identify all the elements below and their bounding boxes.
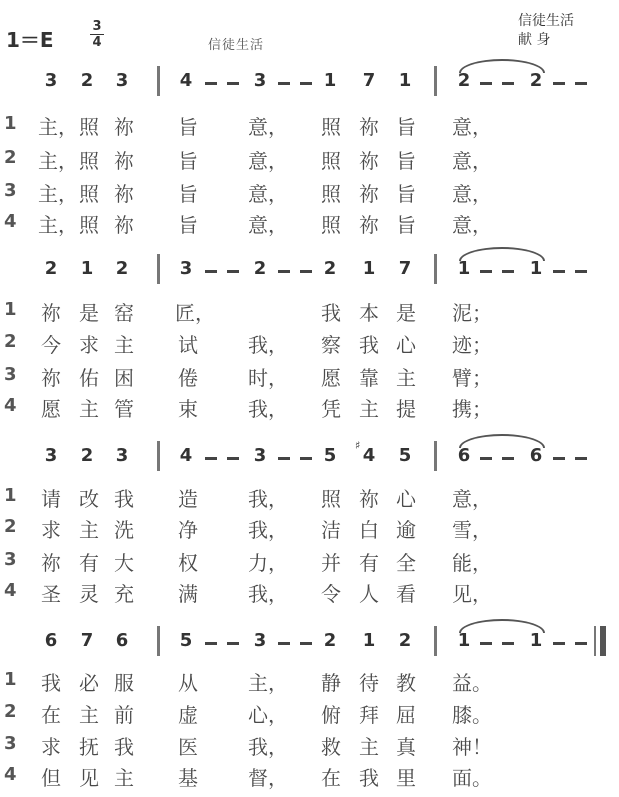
lyric-syllable: 祢 (114, 213, 134, 237)
verse-line (0, 667, 619, 695)
lyric-syllable: 求 (41, 518, 61, 542)
hold-dash (480, 642, 492, 645)
lyric-syllable: 雪， (452, 518, 492, 542)
lyric-syllable: 祢 (114, 115, 134, 139)
note: 1 (457, 630, 471, 651)
lyric-syllable: 净 (178, 518, 198, 542)
lyric-syllable: 旨 (396, 213, 416, 237)
hold-dash (480, 82, 492, 85)
verse-line (0, 762, 619, 790)
verse-number: 2 (4, 701, 17, 722)
note: 6 (44, 630, 58, 651)
hymn-credit (518, 12, 574, 50)
lyric-syllable: 待 (359, 671, 379, 695)
lyric-syllable: 主， (38, 182, 78, 206)
lyric-syllable: 心 (396, 333, 416, 357)
lyric-syllable: 督， (248, 766, 288, 790)
note: 1 (362, 630, 376, 651)
lyric-syllable: 抚 (79, 735, 99, 759)
note: 2 (80, 445, 94, 466)
lyric-syllable: 祢 (359, 115, 379, 139)
verse-line (0, 578, 619, 606)
lyric-syllable: 意， (452, 115, 492, 139)
hold-dash (502, 642, 514, 645)
notation-line-4 (0, 630, 619, 656)
lyric-syllable: 凭 (321, 397, 341, 421)
lyric-syllable: 束 (178, 397, 198, 421)
bar-line (434, 66, 437, 96)
hold-dash (227, 457, 239, 460)
time-signature (90, 20, 104, 49)
lyric-syllable: 照 (321, 487, 341, 511)
verse-line (0, 111, 619, 139)
note: 5 (323, 445, 337, 466)
hold-dash (553, 457, 565, 460)
lyric-syllable: 意， (452, 149, 492, 173)
lyric-syllable: 照 (79, 213, 99, 237)
lyric-syllable: 主 (114, 333, 134, 357)
lyric-syllable: 佑 (79, 366, 99, 390)
lyric-syllable: 改 (79, 487, 99, 511)
lyric-syllable: 造 (178, 487, 198, 511)
verse-number: 3 (4, 180, 17, 201)
lyric-syllable: 主， (38, 115, 78, 139)
note: 1 (323, 70, 337, 91)
lyric-syllable: 倦 (178, 366, 198, 390)
lyric-syllable: 匠， (175, 301, 215, 325)
lyric-syllable: 照 (79, 115, 99, 139)
lyric-syllable: 旨 (396, 115, 416, 139)
hold-dash (575, 270, 587, 273)
hold-dash (575, 82, 587, 85)
lyric-syllable: 愿 (321, 366, 341, 390)
note: 2 (115, 258, 129, 279)
hold-dash (502, 270, 514, 273)
lyric-syllable: 携； (452, 397, 492, 421)
note: 6 (457, 445, 471, 466)
note: 6 (529, 445, 543, 466)
lyric-syllable: 主 (359, 397, 379, 421)
lyric-syllable: 意， (248, 149, 288, 173)
lyric-syllable: 益。 (452, 671, 492, 695)
lyric-syllable: 拜 (359, 703, 379, 727)
credit-subject: 献 身 (518, 32, 551, 48)
lyric-syllable: 见 (79, 766, 99, 790)
lyric-syllable: 我， (248, 735, 288, 759)
lyric-syllable: 今 (41, 333, 61, 357)
hold-dash (278, 270, 290, 273)
hold-dash (502, 457, 514, 460)
lyric-syllable: 意， (248, 182, 288, 206)
sharp-icon: ♯ (355, 439, 361, 452)
meter-bottom: 4 (92, 35, 102, 50)
lyric-syllable: 膝。 (452, 703, 492, 727)
lyric-syllable: 照 (321, 115, 341, 139)
note: 5 (398, 445, 412, 466)
note: 1 (398, 70, 412, 91)
lyric-syllable: 本 (359, 301, 379, 325)
hold-dash (278, 457, 290, 460)
hold-dash (553, 642, 565, 645)
note: 1 (529, 630, 543, 651)
lyric-syllable: 洗 (114, 518, 134, 542)
hold-dash (278, 82, 290, 85)
lyric-syllable: 主， (38, 149, 78, 173)
lyric-syllable: 并 (321, 551, 341, 575)
lyric-syllable: 充 (114, 582, 134, 606)
lyric-syllable: 我 (114, 487, 134, 511)
note: 4 (179, 445, 193, 466)
lyric-syllable: 大 (114, 551, 134, 575)
lyric-syllable: 迹； (452, 333, 492, 357)
hold-dash (227, 270, 239, 273)
lyric-syllable: 照 (79, 182, 99, 206)
lyric-syllable: 我 (41, 671, 61, 695)
lyric-syllable: 逾 (396, 518, 416, 542)
lyric-syllable: 主 (396, 366, 416, 390)
lyric-syllable: 服 (114, 671, 134, 695)
verse-number: 2 (4, 147, 17, 168)
lyric-syllable: 神！ (452, 735, 492, 759)
final-bar-thin (594, 626, 596, 656)
hold-dash (205, 642, 217, 645)
lyric-syllable: 提 (396, 397, 416, 421)
lyric-syllable: 看 (396, 582, 416, 606)
lyric-syllable: 意， (248, 213, 288, 237)
notation-line-2 (0, 258, 619, 284)
lyric-syllable: 我 (359, 333, 379, 357)
note: 3 (253, 70, 267, 91)
lyric-syllable: 求 (41, 735, 61, 759)
lyric-syllable: 旨 (396, 182, 416, 206)
lyric-syllable: 在 (41, 703, 61, 727)
lyric-syllable: 困 (114, 366, 134, 390)
hold-dash (553, 270, 565, 273)
verse-number: 4 (4, 764, 17, 785)
lyric-syllable: 旨 (178, 115, 198, 139)
note: 3 (44, 70, 58, 91)
note: 3 (115, 445, 129, 466)
lyric-syllable: 意， (452, 213, 492, 237)
lyric-syllable: 我 (114, 735, 134, 759)
lyric-syllable: 从 (178, 671, 198, 695)
lyric-syllable: 意， (248, 115, 288, 139)
lyric-syllable: 我 (359, 766, 379, 790)
lyric-syllable: 照 (321, 182, 341, 206)
verse-line (0, 393, 619, 421)
lyric-syllable: 祢 (114, 182, 134, 206)
lyric-syllable: 意， (452, 182, 492, 206)
verse-line (0, 483, 619, 511)
lyric-syllable: 洁 (321, 518, 341, 542)
note: 1 (529, 258, 543, 279)
meter-top: 3 (92, 19, 102, 34)
bar-line (434, 626, 437, 656)
lyric-syllable: 祢 (359, 182, 379, 206)
hold-dash (205, 457, 217, 460)
verse-line (0, 699, 619, 727)
hold-dash (227, 642, 239, 645)
lyric-syllable: 旨 (178, 149, 198, 173)
hold-dash (553, 82, 565, 85)
verse-line (0, 731, 619, 759)
lyric-syllable: 察 (321, 333, 341, 357)
note: 1 (362, 258, 376, 279)
bar-line (157, 626, 160, 656)
hold-dash (575, 457, 587, 460)
lyric-syllable: 我， (248, 518, 288, 542)
note: 6 (115, 630, 129, 651)
note: 2 (323, 630, 337, 651)
note: 7 (80, 630, 94, 651)
note: 2 (253, 258, 267, 279)
note: 2 (398, 630, 412, 651)
verse-number: 4 (4, 580, 17, 601)
note: 2 (323, 258, 337, 279)
lyric-syllable: 臂； (452, 366, 492, 390)
lyric-syllable: 俯 (321, 703, 341, 727)
verse-line (0, 297, 619, 325)
verse-number: 1 (4, 485, 17, 506)
lyric-syllable: 时， (248, 366, 288, 390)
lyric-syllable: 祢 (359, 149, 379, 173)
hold-dash (205, 82, 217, 85)
verse-number: 3 (4, 364, 17, 385)
lyric-syllable: 能， (452, 551, 492, 575)
note: 3 (115, 70, 129, 91)
note: 5 (179, 630, 193, 651)
lyric-syllable: 照 (321, 213, 341, 237)
lyric-syllable: 我， (248, 487, 288, 511)
lyric-syllable: 权 (178, 551, 198, 575)
lyric-syllable: 旨 (396, 149, 416, 173)
note: 4 (362, 445, 376, 466)
note: 2 (80, 70, 94, 91)
lyric-syllable: 意， (452, 487, 492, 511)
note: 2 (457, 70, 471, 91)
lyric-syllable: 必 (79, 671, 99, 695)
verse-number: 3 (4, 733, 17, 754)
lyric-syllable: 令 (321, 582, 341, 606)
lyric-syllable: 医 (178, 735, 198, 759)
lyric-syllable: 人 (359, 582, 379, 606)
lyric-syllable: 但 (41, 766, 61, 790)
hold-dash (480, 270, 492, 273)
lyric-syllable: 在 (321, 766, 341, 790)
verse-number: 1 (4, 113, 17, 134)
lyric-syllable: 照 (321, 149, 341, 173)
lyric-syllable: 救 (321, 735, 341, 759)
lyric-syllable: 窑 (114, 301, 134, 325)
bar-line (157, 441, 160, 471)
lyric-syllable: 有 (79, 551, 99, 575)
lyric-syllable: 屈 (396, 703, 416, 727)
notation-line-1 (0, 70, 619, 96)
note: 2 (529, 70, 543, 91)
lyric-syllable: 靠 (359, 366, 379, 390)
lyric-syllable: 试 (178, 333, 198, 357)
verse-number: 4 (4, 211, 17, 232)
verse-number: 4 (4, 395, 17, 416)
note: 3 (44, 445, 58, 466)
final-bar-thick (600, 626, 606, 656)
bar-line (434, 254, 437, 284)
hold-dash (278, 642, 290, 645)
hold-dash (205, 270, 217, 273)
verse-line (0, 514, 619, 542)
key-signature: 1＝E (6, 28, 54, 52)
lyric-syllable: 管 (114, 397, 134, 421)
lyric-syllable: 圣 (41, 582, 61, 606)
hold-dash (227, 82, 239, 85)
bar-line (434, 441, 437, 471)
note: 1 (80, 258, 94, 279)
verse-line (0, 362, 619, 390)
lyric-syllable: 见， (452, 582, 492, 606)
note: 1 (457, 258, 471, 279)
lyric-syllable: 我， (248, 397, 288, 421)
hold-dash (300, 82, 312, 85)
hold-dash (300, 270, 312, 273)
lyric-syllable: 虚 (178, 703, 198, 727)
lyric-syllable: 满 (178, 582, 198, 606)
lyric-syllable: 灵 (79, 582, 99, 606)
lyric-syllable: 真 (396, 735, 416, 759)
note: 2 (44, 258, 58, 279)
lyric-syllable: 教 (396, 671, 416, 695)
verse-line (0, 329, 619, 357)
lyric-syllable: 愿 (41, 397, 61, 421)
lyric-syllable: 力， (248, 551, 288, 575)
lyric-syllable: 前 (114, 703, 134, 727)
bar-line (157, 254, 160, 284)
hymn-title: 信徒生活 (208, 38, 265, 53)
lyric-syllable: 主 (79, 397, 99, 421)
note: 3 (253, 630, 267, 651)
lyric-syllable: 求 (79, 333, 99, 357)
verse-line (0, 209, 619, 237)
lyric-syllable: 主 (79, 518, 99, 542)
lyric-syllable: 主 (79, 703, 99, 727)
lyric-syllable: 照 (79, 149, 99, 173)
verse-number: 3 (4, 549, 17, 570)
notation-line-3 (0, 439, 619, 471)
verse-line (0, 145, 619, 173)
verse-number: 2 (4, 331, 17, 352)
lyric-syllable: 静 (321, 671, 341, 695)
lyric-syllable: 我， (248, 333, 288, 357)
hold-dash (480, 457, 492, 460)
hold-dash (300, 642, 312, 645)
hold-dash (300, 457, 312, 460)
lyric-syllable: 祢 (41, 366, 61, 390)
verse-number: 1 (4, 299, 17, 320)
lyric-syllable: 面。 (452, 766, 492, 790)
lyric-syllable: 旨 (178, 213, 198, 237)
credit-category: 信徒生活 (518, 13, 574, 29)
hold-dash (502, 82, 514, 85)
lyric-syllable: 主 (114, 766, 134, 790)
note: 7 (398, 258, 412, 279)
verse-line (0, 178, 619, 206)
lyric-syllable: 主， (38, 213, 78, 237)
lyric-syllable: 请 (41, 487, 61, 511)
verse-number: 2 (4, 516, 17, 537)
verse-number: 1 (4, 669, 17, 690)
lyric-syllable: 全 (396, 551, 416, 575)
lyric-syllable: 有 (359, 551, 379, 575)
lyric-syllable: 我， (248, 582, 288, 606)
lyric-syllable: 祢 (359, 213, 379, 237)
lyric-syllable: 是 (79, 301, 99, 325)
hold-dash (575, 642, 587, 645)
lyric-syllable: 旨 (178, 182, 198, 206)
note: 7 (362, 70, 376, 91)
lyric-syllable: 祢 (359, 487, 379, 511)
lyric-syllable: 基 (178, 766, 198, 790)
lyric-syllable: 祢 (114, 149, 134, 173)
lyric-syllable: 白 (359, 518, 379, 542)
lyric-syllable: 泥； (452, 301, 492, 325)
lyric-syllable: 祢 (41, 301, 61, 325)
lyric-syllable: 主 (359, 735, 379, 759)
bar-line (157, 66, 160, 96)
note: 3 (253, 445, 267, 466)
verse-line (0, 547, 619, 575)
note: 3 (179, 258, 193, 279)
lyric-syllable: 我 (321, 301, 341, 325)
lyric-syllable: 里 (396, 766, 416, 790)
note: 4 (179, 70, 193, 91)
note-sharp (355, 439, 379, 466)
lyric-syllable: 心 (396, 487, 416, 511)
lyric-syllable: 主， (248, 671, 288, 695)
lyric-syllable: 是 (396, 301, 416, 325)
lyric-syllable: 祢 (41, 551, 61, 575)
lyric-syllable: 心， (248, 703, 288, 727)
